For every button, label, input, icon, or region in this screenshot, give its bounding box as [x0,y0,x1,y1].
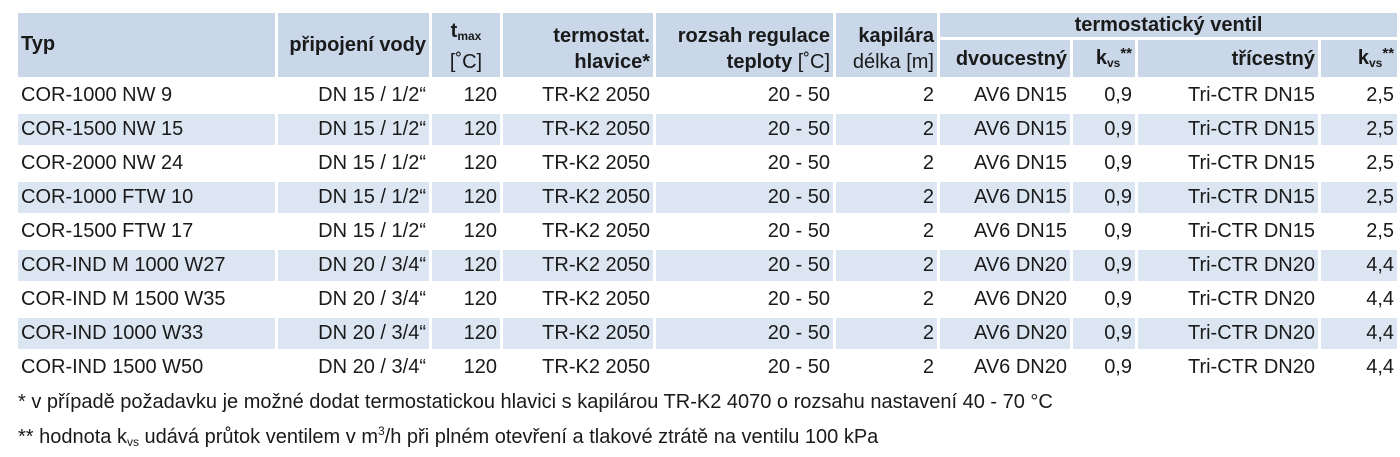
cell-pripojeni: DN 15 / 1/2“ [278,216,429,247]
table-row [18,216,1397,247]
cell-typ: COR-1500 NW 15 [18,114,275,145]
cell-termostat: TR-K2 2050 [503,216,653,247]
cell-kvs-3way: 2,5 [1321,80,1397,111]
cell-dvoucestny: AV6 DN15 [940,182,1070,213]
cell-tricestny: Tri-CTR DN20 [1138,284,1318,315]
header-pripojeni-vody: připojení vody [278,13,429,77]
cell-pripojeni: DN 15 / 1/2“ [278,80,429,111]
footnote-2-part-b: udává průtok ventilem v m [138,426,378,448]
cell-kvs-2way: 0,9 [1073,284,1135,315]
cell-termostat: TR-K2 2050 [503,352,653,383]
cell-termostat: TR-K2 2050 [503,114,653,145]
cell-typ: COR-1000 FTW 10 [18,182,275,213]
cell-kvs-2way: 0,9 [1073,182,1135,213]
cell-typ: COR-1500 FTW 17 [18,216,275,247]
header-kvs-3way-stars: ** [1382,45,1395,62]
cell-pripojeni: DN 20 / 3/4“ [278,318,429,349]
cell-kapilara: 2 [836,80,937,111]
header-termostat-line1: termostat. [553,25,650,47]
cell-typ: COR-1000 NW 9 [18,80,275,111]
cell-kvs-3way: 4,4 [1321,284,1397,315]
cell-tmax: 120 [432,318,500,349]
cell-rozsah: 20 - 50 [656,148,833,179]
cell-rozsah: 20 - 50 [656,80,833,111]
footnotes [18,388,1370,457]
cell-tricestny: Tri-CTR DN15 [1138,182,1318,213]
header-tmax-unit: [˚C] [449,51,483,73]
footnote-2-sub: vs [126,435,139,449]
cell-typ: COR-IND M 1500 W35 [18,284,275,315]
cell-pripojeni: DN 15 / 1/2“ [278,114,429,145]
cell-kvs-2way: 0,9 [1073,250,1135,281]
cell-pripojeni: DN 20 / 3/4“ [278,352,429,383]
cell-typ: COR-2000 NW 24 [18,148,275,179]
header-ventil-group: termostatický ventil [940,13,1397,37]
cell-rozsah: 20 - 50 [656,182,833,213]
cell-dvoucestny: AV6 DN15 [940,80,1070,111]
cell-rozsah: 20 - 50 [656,284,833,315]
cell-kapilara: 2 [836,352,937,383]
cell-dvoucestny: AV6 DN20 [940,250,1070,281]
cell-kvs-2way: 0,9 [1073,114,1135,145]
cell-tmax: 120 [432,352,500,383]
cell-kvs-2way: 0,9 [1073,148,1135,179]
header-rozsah-unit: [˚C] [797,51,830,73]
cell-termostat: TR-K2 2050 [503,182,653,213]
header-kvs-3way-k: k [1357,47,1369,69]
cell-kvs-2way: 0,9 [1073,80,1135,111]
cell-rozsah: 20 - 50 [656,352,833,383]
table-row [18,318,1397,349]
footnote-2-part-c: /h při plném otevření a tlakové ztrátě na ventilu 100 kPa [384,426,879,448]
cell-kapilara: 2 [836,284,937,315]
cell-kapilara: 2 [836,114,937,145]
cell-rozsah: 20 - 50 [656,114,833,145]
cell-kvs-3way: 2,5 [1321,148,1397,179]
cell-tmax: 120 [432,114,500,145]
cell-rozsah: 20 - 50 [656,216,833,247]
footnote-2 [18,417,1370,457]
cell-tmax: 120 [432,284,500,315]
cell-kvs-3way: 4,4 [1321,318,1397,349]
cell-termostat: TR-K2 2050 [503,148,653,179]
header-tmax-t: t [450,20,458,42]
cell-dvoucestny: AV6 DN20 [940,318,1070,349]
footnote-2-part-a: ** hodnota k [18,426,127,448]
header-kvs-2way-stars: ** [1120,45,1132,62]
cell-tmax: 120 [432,250,500,281]
cell-kapilara: 2 [836,216,937,247]
cell-kvs-3way: 2,5 [1321,216,1397,247]
cell-tricestny: Tri-CTR DN15 [1138,114,1318,145]
header-tricestny: třícestný [1138,40,1318,77]
table-body [18,80,1397,383]
cell-kapilara: 2 [836,182,937,213]
table-row [18,284,1397,315]
cell-kapilara: 2 [836,148,937,179]
cell-pripojeni: DN 15 / 1/2“ [278,182,429,213]
cell-kvs-3way: 4,4 [1321,250,1397,281]
cell-dvoucestny: AV6 DN15 [940,114,1070,145]
cell-typ: COR-IND 1500 W50 [18,352,275,383]
header-termostat-line2: hlavice* [574,51,650,73]
cell-pripojeni: DN 20 / 3/4“ [278,284,429,315]
header-kapilara-line2: délka [m] [852,51,934,73]
header-kvs-3way [1321,40,1397,77]
header-dvoucestny: dvoucestný [940,40,1070,77]
cell-dvoucestny: AV6 DN20 [940,284,1070,315]
header-kapilara [836,13,937,77]
cell-tmax: 120 [432,80,500,111]
header-rozsah [656,13,833,77]
cell-kvs-2way: 0,9 [1073,318,1135,349]
cell-kapilara: 2 [836,250,937,281]
cell-kvs-3way: 2,5 [1321,182,1397,213]
cell-termostat: TR-K2 2050 [503,318,653,349]
cell-rozsah: 20 - 50 [656,318,833,349]
header-rozsah-line1: rozsah regulace [677,25,830,47]
cell-tricestny: Tri-CTR DN20 [1138,318,1318,349]
header-kvs-2way-k: k [1095,47,1107,69]
header-kapilara-line1: kapilára [858,25,934,47]
cell-termostat: TR-K2 2050 [503,250,653,281]
cell-pripojeni: DN 20 / 3/4“ [278,250,429,281]
cell-tricestny: Tri-CTR DN15 [1138,148,1318,179]
footnote-2-sup: 3 [377,424,385,438]
header-rozsah-line2: teploty [726,51,793,73]
table-row [18,352,1397,383]
table-row [18,148,1397,179]
header-tmax-sub: max [457,29,482,43]
thermostat-valve-table [15,10,1400,386]
table-row [18,182,1397,213]
cell-kapilara: 2 [836,318,937,349]
header-tmax [432,13,500,77]
table-row [18,80,1397,111]
cell-kvs-2way: 0,9 [1073,352,1135,383]
cell-tmax: 120 [432,148,500,179]
cell-tricestny: Tri-CTR DN15 [1138,216,1318,247]
header-kvs-3way-sub: vs [1369,56,1383,70]
cell-typ: COR-IND M 1000 W27 [18,250,275,281]
cell-dvoucestny: AV6 DN15 [940,216,1070,247]
footnote-1: * v případě požadavku je možné dodat termostatickou hlavici s kapilárou TR-K2 4070 o rozsahu nastavení 40 - 70 °C [18,391,1053,413]
header-kvs-2way-sub: vs [1106,56,1121,70]
cell-dvoucestny: AV6 DN20 [940,352,1070,383]
cell-dvoucestny: AV6 DN15 [940,148,1070,179]
cell-kvs-3way: 4,4 [1321,352,1397,383]
header-termostat [503,13,653,77]
cell-typ: COR-IND 1000 W33 [18,318,275,349]
cell-kvs-2way: 0,9 [1073,216,1135,247]
table-row [18,250,1397,281]
header-typ: Typ [18,13,275,77]
cell-termostat: TR-K2 2050 [503,80,653,111]
cell-tricestny: Tri-CTR DN20 [1138,250,1318,281]
header-kvs-2way [1073,40,1135,77]
cell-kvs-3way: 2,5 [1321,114,1397,145]
cell-rozsah: 20 - 50 [656,250,833,281]
product-table-container [18,10,1395,457]
cell-tmax: 120 [432,216,500,247]
cell-tmax: 120 [432,182,500,213]
cell-pripojeni: DN 15 / 1/2“ [278,148,429,179]
table-row [18,114,1397,145]
cell-termostat: TR-K2 2050 [503,284,653,315]
cell-tricestny: Tri-CTR DN20 [1138,352,1318,383]
cell-tricestny: Tri-CTR DN15 [1138,80,1318,111]
